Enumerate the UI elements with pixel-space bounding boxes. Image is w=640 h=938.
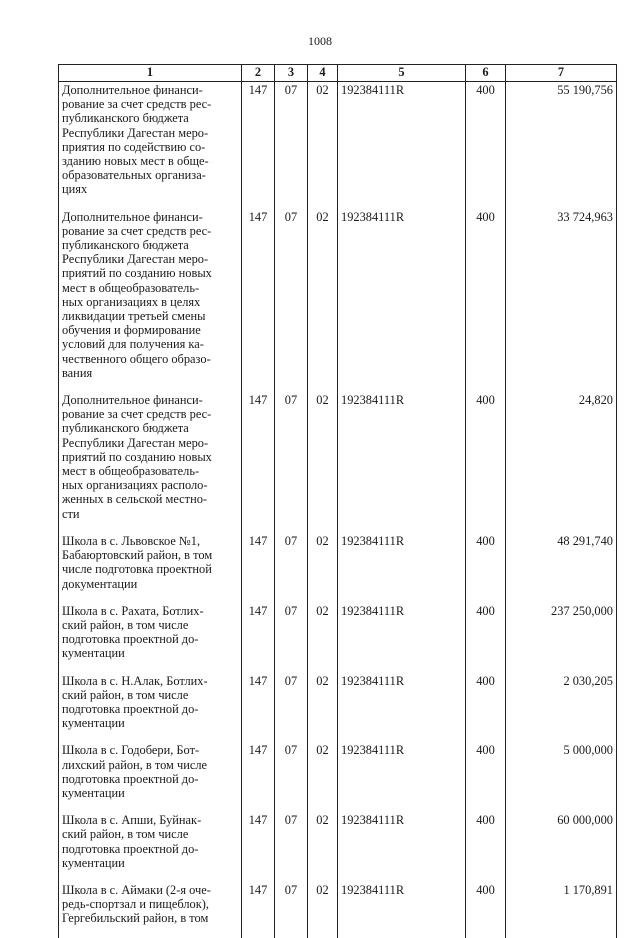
row-name: Школа в с. Аймаки (2-я оче- редь-спортзал и пищеблок), Гергебильский район, в том: [59, 882, 242, 938]
row-section-code: 07: [275, 209, 308, 392]
row-name: Дополнительное финанси- рование за счет средств рес- публиканского бюджета Республики Дагестан меро- приятия по содействию со- зданию новых мест в обще- образовательных организа- циях: [59, 82, 242, 209]
row-ministry-code: 147: [242, 82, 275, 209]
row-expense-type: 400: [466, 209, 506, 392]
row-expense-type: 400: [466, 742, 506, 812]
row-subsection-code: 02: [308, 742, 338, 812]
row-target-article: 192384111R: [338, 82, 466, 209]
row-subsection-code: 02: [308, 533, 338, 603]
row-ministry-code: 147: [242, 742, 275, 812]
row-expense-type: 400: [466, 603, 506, 673]
row-name: Школа в с. Львовское №1, Бабаюртовский район, в том числе подготовка проектной документации: [59, 533, 242, 603]
row-subsection-code: 02: [308, 603, 338, 673]
col-header-5: 5: [338, 65, 466, 82]
table-row: [59, 533, 617, 603]
row-amount: 55 190,756: [506, 82, 617, 209]
row-expense-type: 400: [466, 812, 506, 882]
row-ministry-code: 147: [242, 673, 275, 743]
row-target-article: 192384111R: [338, 603, 466, 673]
table-row: [59, 209, 617, 392]
table-row: [59, 673, 617, 743]
row-target-article: 192384111R: [338, 392, 466, 533]
row-target-article: 192384111R: [338, 812, 466, 882]
row-target-article: 192384111R: [338, 673, 466, 743]
row-expense-type: 400: [466, 82, 506, 209]
row-expense-type: 400: [466, 673, 506, 743]
row-target-article: 192384111R: [338, 533, 466, 603]
row-name: Школа в с. Н.Алак, Ботлих- ский район, в том числе подготовка проектной до- кументации: [59, 673, 242, 743]
row-section-code: 07: [275, 82, 308, 209]
row-subsection-code: 02: [308, 882, 338, 938]
row-name: Школа в с. Годобери, Бот- лихский район, в том числе подготовка проектной до- кументации: [59, 742, 242, 812]
row-name: Школа в с. Апши, Буйнак- ский район, в том числе подготовка проектной до- кументации: [59, 812, 242, 882]
table-row: [59, 742, 617, 812]
row-ministry-code: 147: [242, 812, 275, 882]
row-name: Дополнительное финанси- рование за счет средств рес- публиканского бюджета Республики Дагестан меро- приятий по созданию новых мест в общеобразователь- ных организациях располо- женных в сельской местно- сти: [59, 392, 242, 533]
col-header-1: 1: [59, 65, 242, 82]
row-ministry-code: 147: [242, 882, 275, 938]
table-row: [59, 392, 617, 533]
row-amount: 33 724,963: [506, 209, 617, 392]
row-subsection-code: 02: [308, 673, 338, 743]
table-row: [59, 82, 617, 209]
row-expense-type: 400: [466, 882, 506, 938]
row-amount: 5 000,000: [506, 742, 617, 812]
budget-table: [58, 64, 617, 938]
row-ministry-code: 147: [242, 533, 275, 603]
row-subsection-code: 02: [308, 392, 338, 533]
row-target-article: 192384111R: [338, 209, 466, 392]
row-amount: 60 000,000: [506, 812, 617, 882]
row-expense-type: 400: [466, 392, 506, 533]
row-ministry-code: 147: [242, 603, 275, 673]
col-header-6: 6: [466, 65, 506, 82]
row-section-code: 07: [275, 882, 308, 938]
row-amount: 1 170,891: [506, 882, 617, 938]
row-subsection-code: 02: [308, 82, 338, 209]
row-subsection-code: 02: [308, 209, 338, 392]
row-name: Дополнительное финанси- рование за счет средств рес- публиканского бюджета Республики Дагестан меро- приятий по созданию новых мест в общеобразователь- ных организациях в целях ликвидации третьей смены обучения и формирование условий для получения ка- чественного общего образо- вания: [59, 209, 242, 392]
row-target-article: 192384111R: [338, 882, 466, 938]
table-row: [59, 603, 617, 673]
row-section-code: 07: [275, 812, 308, 882]
row-amount: 237 250,000: [506, 603, 617, 673]
row-amount: 24,820: [506, 392, 617, 533]
row-amount: 48 291,740: [506, 533, 617, 603]
row-section-code: 07: [275, 392, 308, 533]
row-expense-type: 400: [466, 533, 506, 603]
row-section-code: 07: [275, 673, 308, 743]
col-header-2: 2: [242, 65, 275, 82]
row-ministry-code: 147: [242, 392, 275, 533]
header-row: [59, 65, 617, 82]
row-target-article: 192384111R: [338, 742, 466, 812]
table-row: [59, 812, 617, 882]
col-header-3: 3: [275, 65, 308, 82]
col-header-7: 7: [506, 65, 617, 82]
col-header-4: 4: [308, 65, 338, 82]
row-section-code: 07: [275, 603, 308, 673]
page-number: 1008: [308, 34, 332, 48]
table-row: [59, 882, 617, 938]
row-amount: 2 030,205: [506, 673, 617, 743]
row-subsection-code: 02: [308, 812, 338, 882]
row-section-code: 07: [275, 533, 308, 603]
row-name: Школа в с. Рахата, Ботлих- ский район, в том числе подготовка проектной до- кументации: [59, 603, 242, 673]
row-ministry-code: 147: [242, 209, 275, 392]
row-section-code: 07: [275, 742, 308, 812]
